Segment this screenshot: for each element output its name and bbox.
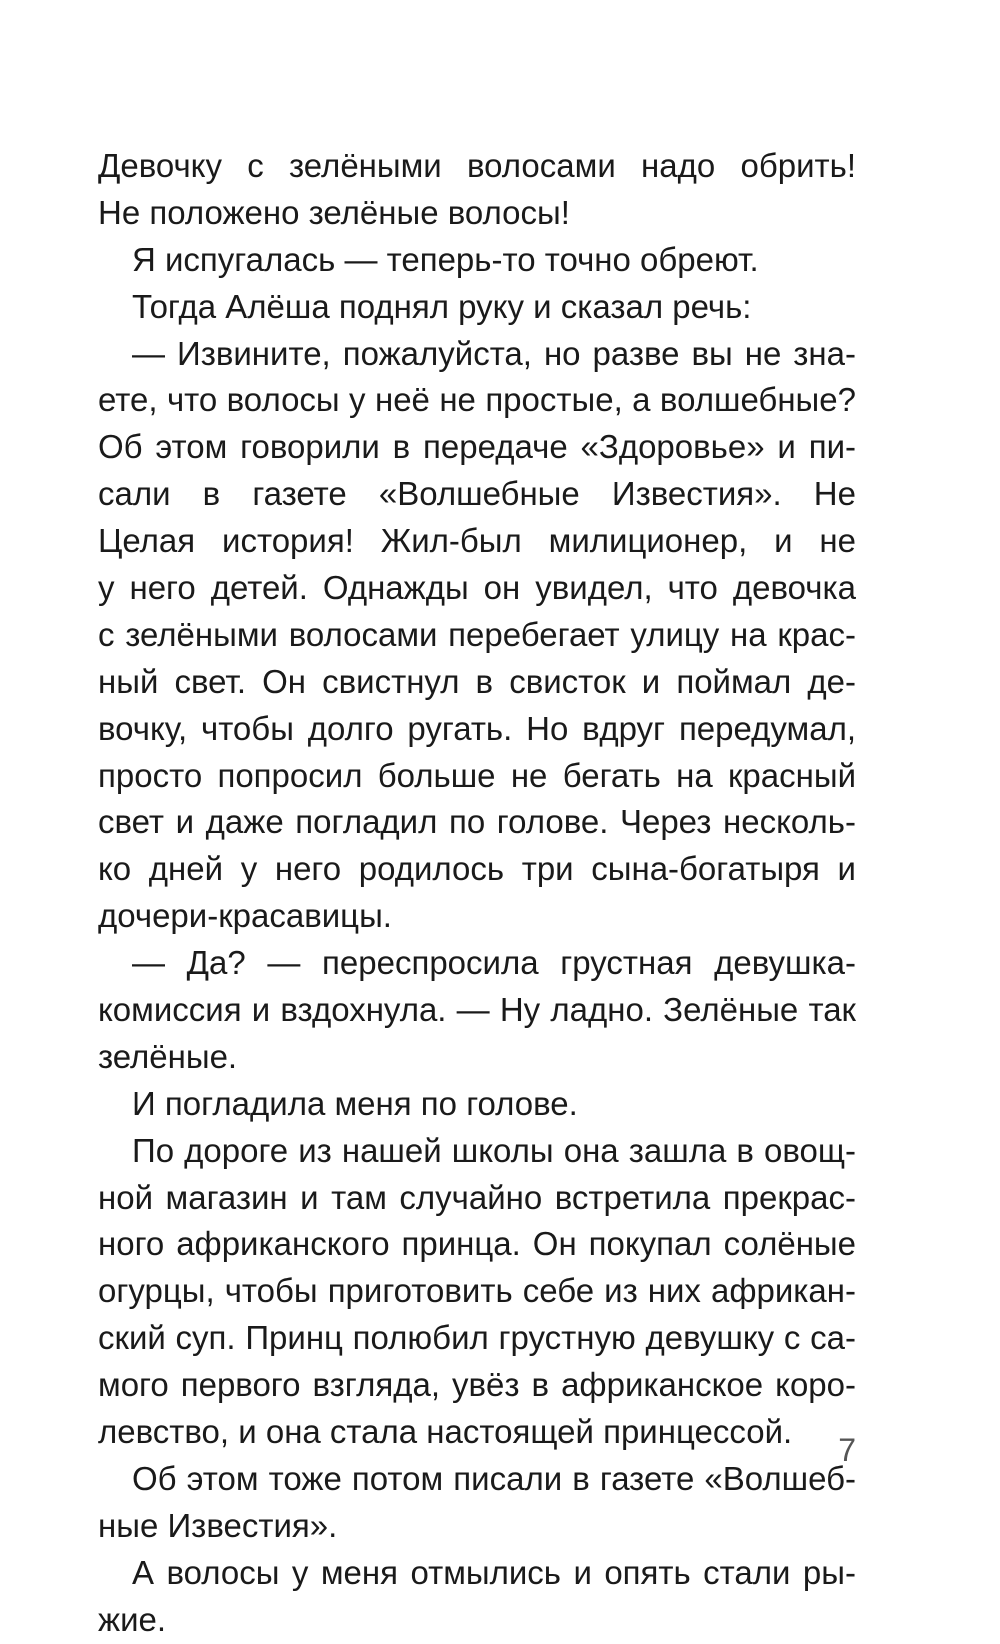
text-line: Об этом говорили в передаче «Здоровье» и пи-	[98, 428, 856, 466]
text-line: комиссия и вздохнула. — Ну ладно. Зелёные так	[98, 991, 856, 1029]
text-line: По дороге из нашей школы она зашла в овощ-	[132, 1131, 856, 1169]
text-line: ете, что волосы у неё не простые, а волшебные?	[98, 381, 856, 419]
text-line: жие.	[98, 1600, 167, 1638]
text-line: А волосы у меня отмылись и опять стали ры-	[132, 1553, 856, 1591]
text-line: Не положено зелёные волосы!	[98, 193, 570, 231]
text-line: мого первого взгляда, увёз в африканское коро-	[98, 1366, 856, 1404]
text-line: Я испугалась — теперь-то точно обреют.	[132, 240, 759, 278]
text-line: свет и даже погладил по голове. Через несколь-	[98, 803, 856, 841]
text-line: И погладила меня по голове.	[132, 1084, 578, 1122]
text-line: — Извините, пожалуйста, но разве вы не зна-	[132, 334, 856, 372]
text-line: ный свет. Он свистнул в свисток и поймал де-	[98, 662, 856, 700]
text-line: ко дней у него родилось три сына-богатыря и	[98, 850, 856, 888]
text-line: ной магазин и там случайно встретила прекрас-	[98, 1178, 856, 1216]
text-line: зелёные.	[98, 1037, 238, 1075]
text-line: просто попросил больше не бегать на красный	[98, 756, 856, 794]
text-line: вочку, чтобы долго ругать. Но вдруг передумал,	[98, 709, 856, 747]
text-line: — Да? — переспросила грустная девушка-	[132, 944, 856, 982]
text-line: ного африканского принца. Он покупал солёные	[98, 1225, 856, 1263]
text-line: Девочку с зелёными волосами надо обрить!	[98, 147, 856, 184]
text-line: огурцы, чтобы приготовить себе из них африкан-	[98, 1272, 856, 1310]
text-line: дочери-красавицы.	[98, 897, 392, 935]
text-line: сали в газете «Волшебные Известия». Не	[98, 475, 856, 513]
text-line: Тогда Алёша поднял руку и сказал речь:	[132, 287, 752, 325]
page-number: 7	[838, 1432, 856, 1468]
text-line: ные Известия».	[98, 1506, 338, 1544]
text-line: Об этом тоже потом писали в газете «Волшеб-	[132, 1459, 856, 1497]
text-line: ский суп. Принц полюбил грустную девушку с са-	[98, 1319, 856, 1357]
text-line: с зелёными волосами перебегает улицу на крас-	[98, 615, 856, 653]
body-text	[98, 143, 856, 1644]
text-line: левство, и она стала настоящей принцессой.	[98, 1413, 793, 1451]
text-line: у него детей. Однажды он увидел, что девочка	[98, 569, 856, 607]
text-line: Целая история! Жил-был милиционер, и не	[98, 522, 856, 560]
